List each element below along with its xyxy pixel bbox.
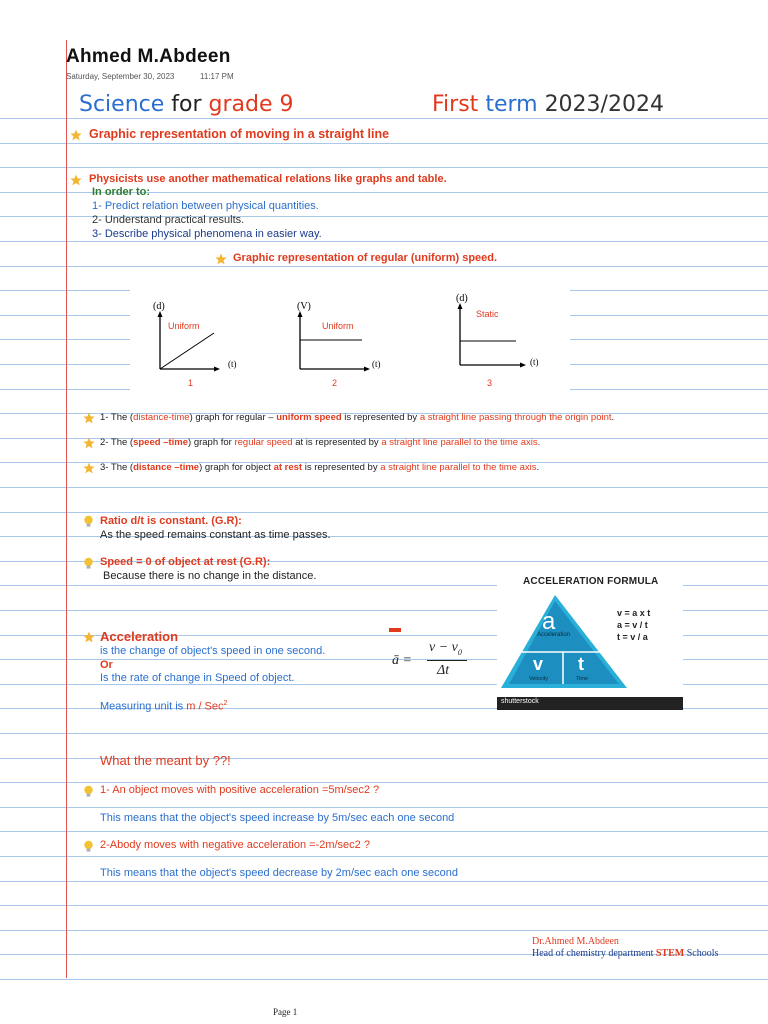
- title-grade: grade 9: [208, 92, 294, 117]
- graph-number: 3: [487, 378, 493, 388]
- poster-a-label: Acceleration: [537, 632, 571, 638]
- star-icon: [70, 129, 82, 141]
- meaning-question: 2-Abody moves with negative acceleration =-2m/sec2 ?: [100, 839, 370, 851]
- graphs-figure: [130, 275, 570, 390]
- poster-formula: v = a x t: [617, 608, 651, 618]
- reason-title: Ratio d/t is constant. (G.R):: [100, 515, 242, 527]
- rule-line: [0, 856, 768, 857]
- signature-name: Dr.Ahmed M.Abdeen: [532, 936, 619, 947]
- reason-body: Because there is no change in the distance.: [103, 570, 317, 582]
- acceleration-heading: Acceleration: [100, 629, 179, 644]
- unit-exponent: 2: [223, 700, 228, 707]
- graph-ylabel: (d): [456, 293, 468, 304]
- note-date: Saturday, September 30, 2023: [66, 72, 175, 81]
- title-year-b: 2024: [607, 92, 664, 117]
- point-key: distance –time: [133, 462, 200, 473]
- point-mid: at is represented by: [292, 437, 382, 448]
- graph-xlabel: (t): [372, 359, 381, 369]
- meaning-answer: This means that the object's speed decrease by 2m/sec each one second: [100, 867, 458, 879]
- point-pre: 1- The (: [100, 412, 134, 423]
- title-year-a: 2023/: [544, 92, 608, 117]
- formula-numerator: $v - v_0$: [429, 640, 462, 657]
- meaning-answer: This means that the object's speed increase by 5m/sec each one second: [100, 812, 455, 824]
- role-stem: STEM: [655, 948, 685, 959]
- poster-v: v: [533, 654, 544, 674]
- signature-role: [532, 948, 718, 959]
- poster-formula: t = v / a: [617, 632, 648, 642]
- poster-t: t: [578, 654, 584, 674]
- point-key: uniform speed: [276, 412, 342, 423]
- graph-ylabel: (d): [153, 301, 165, 312]
- poster-formula: a = v / t: [617, 620, 648, 630]
- title-for: for: [171, 92, 202, 117]
- acceleration-formula: [392, 640, 482, 684]
- star-icon: [83, 631, 95, 643]
- star-icon: [83, 462, 95, 474]
- lightbulb-icon: [83, 785, 94, 798]
- point-desc: a straight line parallel to the time axis: [380, 462, 537, 473]
- poster-a: a: [542, 608, 556, 635]
- title-term: term: [485, 92, 538, 117]
- rule-line: [0, 512, 768, 513]
- acceleration-def: is the change of object's speed in one second.: [100, 645, 326, 657]
- formula-marker: [389, 628, 401, 632]
- formula-denominator: Δt: [437, 663, 450, 678]
- page-number: Page 1: [273, 1007, 298, 1017]
- graph-ylabel: (V): [297, 301, 311, 312]
- unit-line: [100, 700, 227, 713]
- fraction-bar: [427, 660, 467, 661]
- star-icon: [215, 253, 227, 265]
- graph-xlabel: (t): [228, 359, 237, 369]
- role-pre: Head of chemistry department: [532, 948, 656, 959]
- rule-line: [0, 930, 768, 931]
- point-mid: is represented by: [341, 412, 420, 423]
- point-key: speed –time: [133, 437, 189, 448]
- point-mid: is represented by: [302, 462, 381, 473]
- point-desc: a straight line parallel to the time axis: [381, 437, 538, 448]
- reason-body: As the speed remains constant as time passes.: [100, 529, 331, 541]
- point-pre: 2- The (: [100, 437, 134, 448]
- in-order-label: In order to:: [92, 186, 151, 198]
- point-pre: 3- The (: [100, 462, 134, 473]
- point-key: distance-time: [133, 412, 190, 423]
- point-mid: ) graph for object: [199, 462, 274, 473]
- point-end: .: [536, 462, 540, 473]
- rule-line: [0, 979, 768, 980]
- graph-tag: Static: [476, 309, 499, 319]
- triangle-icon: [497, 570, 683, 712]
- lightbulb-icon: [83, 515, 94, 528]
- lightbulb-icon: [83, 840, 94, 853]
- meaning-heading: What the meant by ??!: [100, 753, 231, 768]
- point-item: [100, 412, 614, 423]
- margin-line: [66, 40, 67, 978]
- reason-title: Speed = 0 of object at rest (G.R):: [100, 556, 271, 568]
- point-key: at rest: [273, 462, 303, 473]
- poster-t-label: Time: [576, 676, 589, 682]
- point-end: .: [611, 412, 615, 423]
- list-item: 1- Predict relation between physical quantities.: [92, 200, 319, 212]
- point-item: [100, 437, 540, 448]
- uniform-speed-heading: Graphic representation of regular (uniform) speed.: [233, 252, 498, 264]
- list-item: 2- Understand practical results.: [92, 214, 245, 226]
- poster-brand: shutterstock: [501, 698, 539, 705]
- rule-line: [0, 487, 768, 488]
- point-mid: ) graph for: [188, 437, 235, 448]
- graph-tag: Uniform: [168, 321, 200, 331]
- point-end: .: [537, 437, 541, 448]
- graph-xlabel: (t): [530, 357, 539, 367]
- poster-v-label: Velocity: [529, 676, 548, 682]
- graphs-svg: [130, 275, 570, 390]
- star-icon: [83, 437, 95, 449]
- unit-label: Measuring unit is: [100, 700, 184, 713]
- rule-line: [0, 782, 768, 783]
- star-icon: [83, 412, 95, 424]
- rule-line: [0, 733, 768, 734]
- section-heading: Graphic representation of moving in a straight line: [89, 127, 390, 141]
- graph-tag: Uniform: [322, 321, 354, 331]
- title-first: First: [432, 92, 479, 117]
- graph-number: 1: [188, 378, 194, 388]
- note-time: 11:17 PM: [200, 72, 234, 81]
- rule-line: [0, 807, 768, 808]
- rule-line: [0, 831, 768, 832]
- acceleration-def: Is the rate of change in Speed of object.: [100, 672, 295, 684]
- or-label: Or: [100, 659, 113, 671]
- physicists-text: Physicists use another mathematical relations like graphs and table.: [89, 173, 447, 185]
- lightbulb-icon: [83, 557, 94, 570]
- point-key: regular speed: [234, 437, 293, 448]
- list-item: 3- Describe physical phenomena in easier way.: [92, 228, 322, 240]
- star-icon: [70, 174, 82, 186]
- meaning-question: 1- An object moves with positive acceleration =5m/sec2 ?: [100, 784, 380, 796]
- rule-line: [0, 167, 768, 168]
- author-name: Ahmed M.Abdeen: [66, 46, 231, 67]
- rule-line: [0, 143, 768, 144]
- role-post: Schools: [684, 948, 719, 959]
- title-science: Science: [79, 92, 165, 117]
- graph-number: 2: [332, 378, 338, 388]
- rule-line: [0, 118, 768, 119]
- rule-line: [0, 905, 768, 906]
- rule-line: [0, 266, 768, 267]
- point-item: [100, 462, 539, 473]
- page-title-left: [79, 92, 294, 117]
- point-desc: a straight line passing through the origin point: [419, 412, 612, 423]
- rule-line: [0, 881, 768, 882]
- acceleration-poster: [497, 570, 683, 712]
- point-mid: ) graph for regular –: [189, 412, 277, 423]
- page-title-right: [432, 92, 664, 117]
- poster-title: ACCELERATION FORMULA: [523, 576, 659, 587]
- rule-line: [0, 241, 768, 242]
- unit-value: m / Sec: [186, 700, 224, 713]
- formula-lhs: ā =: [392, 653, 412, 668]
